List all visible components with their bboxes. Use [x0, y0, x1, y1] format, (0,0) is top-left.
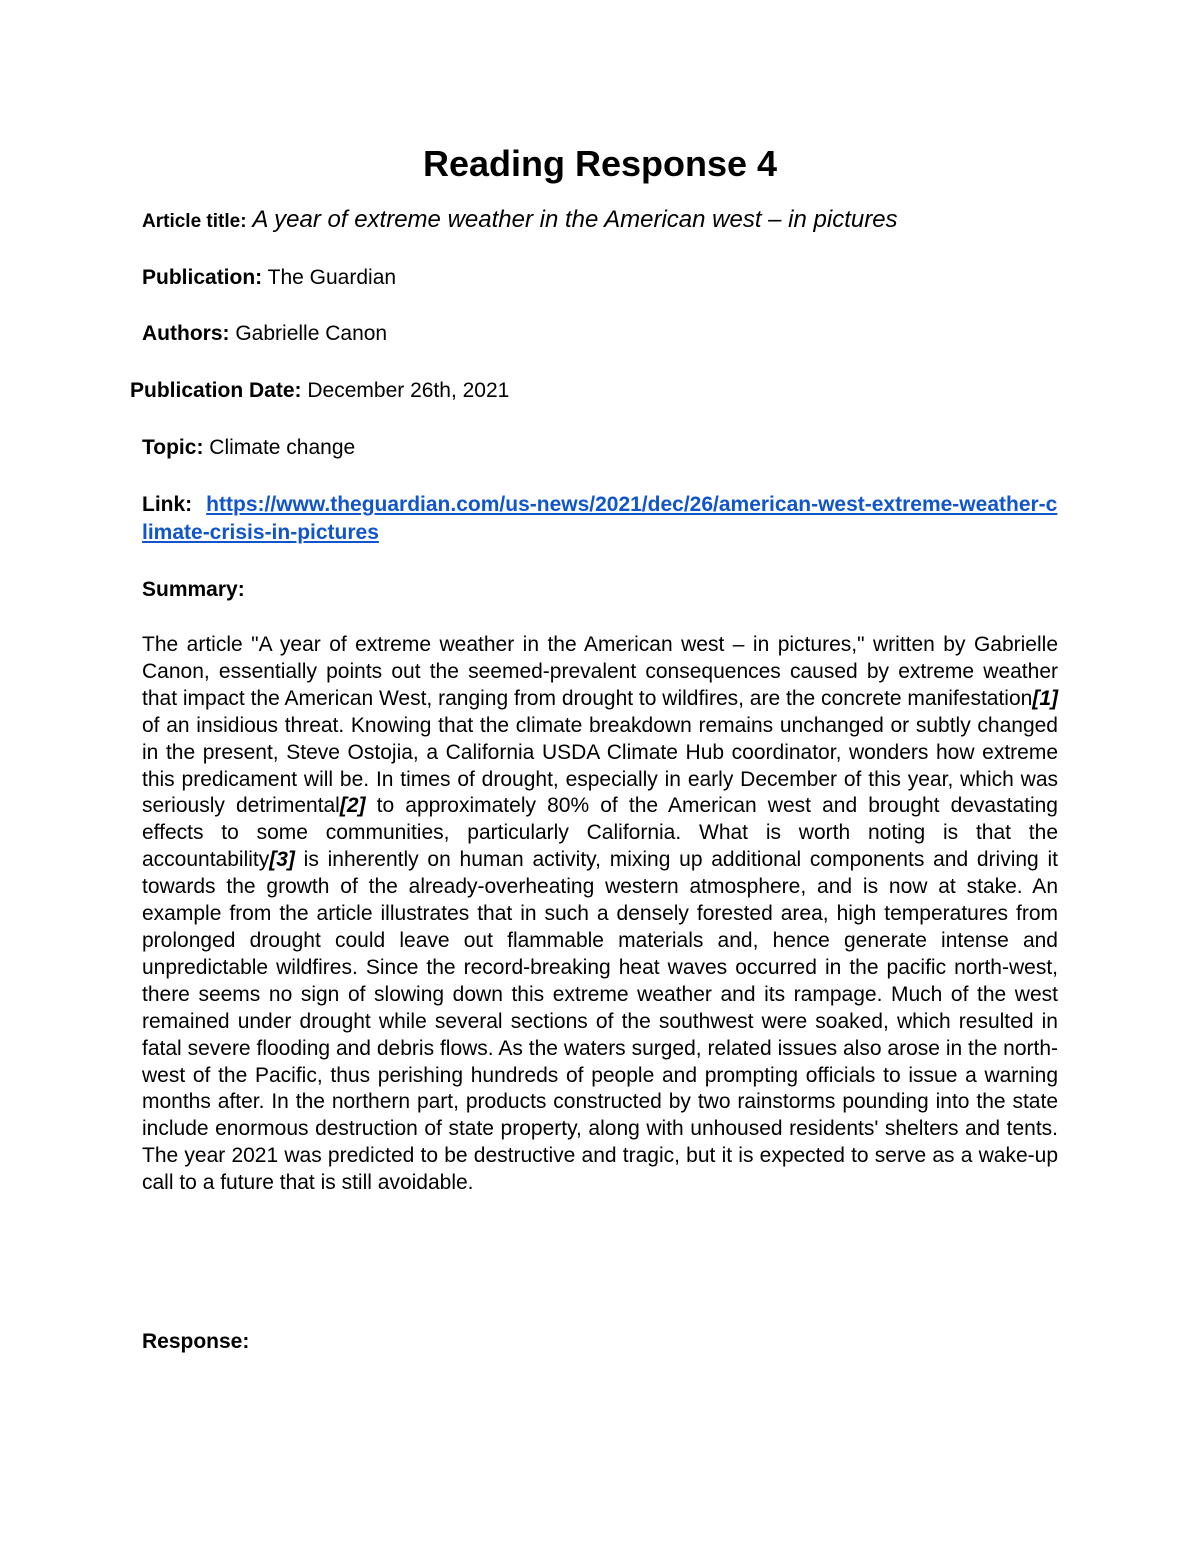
- publication-date-label: Publication Date:: [130, 379, 302, 402]
- authors-field: [142, 320, 387, 348]
- summary-text-3: to approximately 80% of the American west and brought devastating effects to some communities, particularly California. What is worth noting is that the accountability: [142, 794, 1058, 872]
- link-field: [142, 491, 1062, 547]
- topic-field: [142, 434, 355, 462]
- authors-label: Authors:: [142, 322, 230, 345]
- document-title: Reading Response 4: [422, 143, 778, 184]
- topic-value: Climate change: [209, 436, 356, 459]
- summary-text-4: is inherently on human activity, mixing up additional components and driving it towards the growth of the already-overheating western atmosphere, and is now at stake. An example from the article illustrates that in such a densely forested area, high temperatures from prolonged drought could leave out flammable materials and, hence generate intense and unpredictable wildfires. Since the record-breaking heat waves occurred in the pacific north-west, there seems no sign of slowing down this extreme weather and its rampage. Much of the west remained under drought while several sections of the southwest were soaked, which resulted in fatal severe flooding and debris flows. As the waters surged, related issues also arose in the north-west of the Pacific, thus perishing hundreds of people and prompting officials to issue a warning months after. In the northern part, products constructed by two rainstorms pounding into the state include enormous destruction of state property, along with unhoused residents' shelters and tents. The year 2021 was predicted to be destructive and tragic, but it is expected to serve as a wake-up call to a future that is still avoidable.: [142, 848, 1058, 1195]
- footnote-link-1[interactable]: [1]: [1032, 686, 1058, 710]
- publication-date-field: [130, 377, 509, 405]
- footnote-link-3[interactable]: [3]: [269, 848, 295, 872]
- article-title-label: Article title:: [142, 211, 247, 232]
- publication-date-value: December 26th, 2021: [307, 379, 510, 402]
- summary-heading: Summary:: [142, 578, 245, 601]
- authors-value: Gabrielle Canon: [235, 322, 388, 345]
- topic-label: Topic:: [142, 436, 204, 459]
- publication-label: Publication:: [142, 266, 263, 289]
- summary-paragraph: [142, 632, 1058, 1197]
- publication-field: [142, 264, 396, 292]
- article-link[interactable]: https://www.theguardian.com/us-news/2021/dec/26/american-west-extreme-weather-climate-crisis-in-pictures: [142, 493, 1058, 544]
- response-heading: Response:: [142, 1330, 250, 1353]
- publication-value: The Guardian: [267, 266, 397, 289]
- article-title-value: A year of extreme weather in the American west – in pictures: [252, 206, 898, 233]
- article-title-field: [142, 206, 898, 236]
- link-label: Link:: [142, 493, 193, 516]
- summary-text-1: The article "A year of extreme weather in the American west – in pictures," written by Gabrielle Canon, essentially points out the seemed-prevalent consequences caused by extreme weather that impact the American West, ranging from drought to wildfires, are the concrete manifestation: [142, 633, 1058, 710]
- footnote-link-2[interactable]: [2]: [339, 794, 366, 818]
- summary-text-2: of an insidious threat. Knowing that the climate breakdown remains unchanged or subtly changed in the present, Steve Ostojia, a California USDA Climate Hub coordinator, wonders how extreme this predicament will be. In times of drought, especially in early December of this year, which was seriously detrimental: [142, 713, 1058, 818]
